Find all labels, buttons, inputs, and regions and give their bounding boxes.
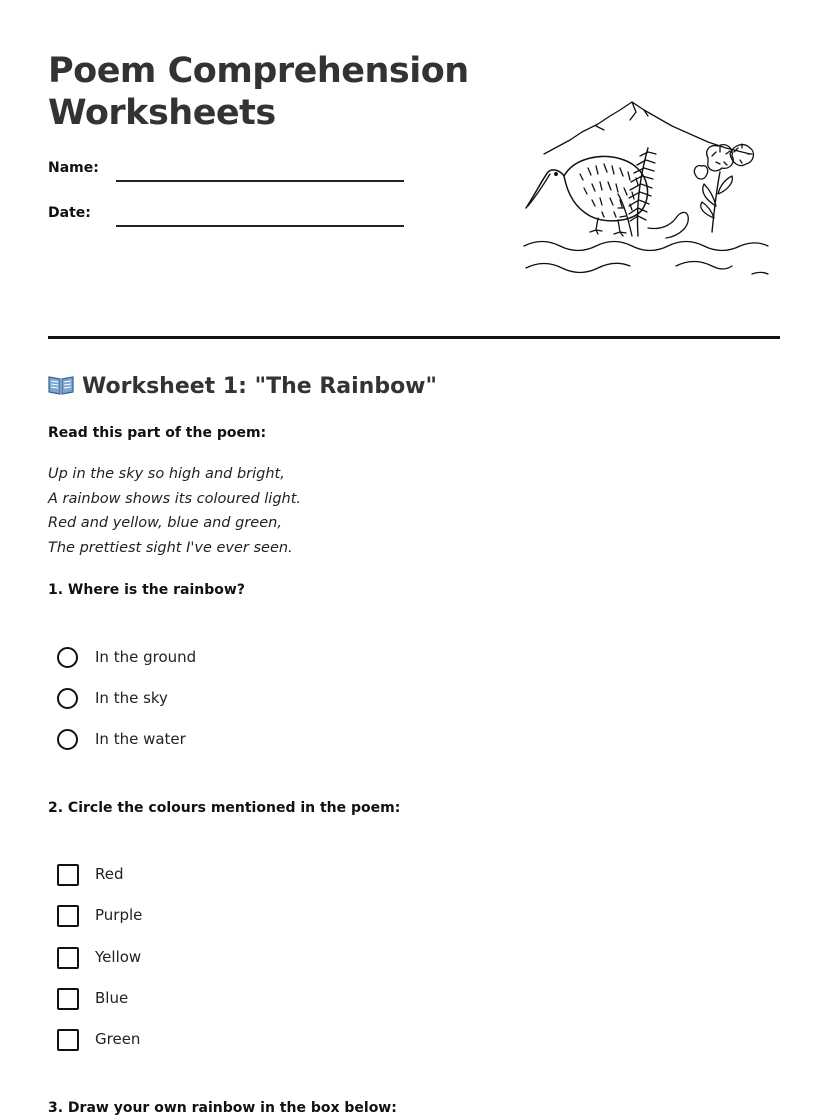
poem-instruction: Read this part of the poem: xyxy=(48,425,267,441)
option-label: In the sky xyxy=(95,689,168,707)
poem-line: Red and yellow, blue and green, xyxy=(48,515,282,531)
worksheet-title xyxy=(48,374,437,399)
radio-button[interactable] xyxy=(57,729,78,750)
checkbox[interactable] xyxy=(57,988,79,1010)
question-2: 2. Circle the colours mentioned in the poem: xyxy=(48,800,401,816)
checkbox[interactable] xyxy=(57,864,79,886)
q1-option-in-the-water[interactable] xyxy=(57,729,377,755)
radio-button[interactable] xyxy=(57,688,78,709)
date-field[interactable] xyxy=(48,203,408,233)
radio-button[interactable] xyxy=(57,647,78,668)
q2-option-red[interactable] xyxy=(57,864,377,890)
section-divider xyxy=(48,336,780,339)
poem-excerpt xyxy=(48,462,301,560)
option-label: Red xyxy=(95,865,124,883)
poem-line: The prettiest sight I've ever seen. xyxy=(48,539,293,556)
q2-option-purple[interactable] xyxy=(57,905,377,931)
q2-option-green[interactable] xyxy=(57,1029,377,1055)
q2-option-yellow[interactable] xyxy=(57,947,377,973)
question-3: 3. Draw your own rainbow in the box below: xyxy=(48,1100,397,1116)
kiwi-illustration xyxy=(520,96,772,286)
worksheet-title-text: Worksheet 1: "The Rainbow" xyxy=(82,374,437,399)
poem-line: Up in the sky so high and bright, xyxy=(48,466,285,482)
question-1: 1. Where is the rainbow? xyxy=(48,582,245,598)
option-label: In the ground xyxy=(95,648,197,666)
open-book-icon xyxy=(48,375,74,395)
q2-option-blue[interactable] xyxy=(57,988,377,1014)
option-label: In the water xyxy=(95,730,186,748)
name-field[interactable] xyxy=(48,158,408,188)
checkbox[interactable] xyxy=(57,905,79,927)
option-label: Yellow xyxy=(95,948,142,966)
page-title: Poem Comprehension Worksheets xyxy=(48,51,469,133)
name-input-line[interactable] xyxy=(116,180,404,182)
q1-option-in-the-sky[interactable] xyxy=(57,688,377,714)
q1-option-in-the-ground[interactable] xyxy=(57,647,377,673)
name-label: Name: xyxy=(48,160,99,176)
date-input-line[interactable] xyxy=(116,225,404,227)
checkbox[interactable] xyxy=(57,1029,79,1051)
option-label: Purple xyxy=(95,906,143,924)
checkbox[interactable] xyxy=(57,947,79,969)
poem-line: A rainbow shows its coloured light. xyxy=(48,490,302,507)
option-label: Blue xyxy=(95,989,129,1007)
date-label: Date: xyxy=(48,205,91,221)
option-label: Green xyxy=(95,1030,141,1048)
